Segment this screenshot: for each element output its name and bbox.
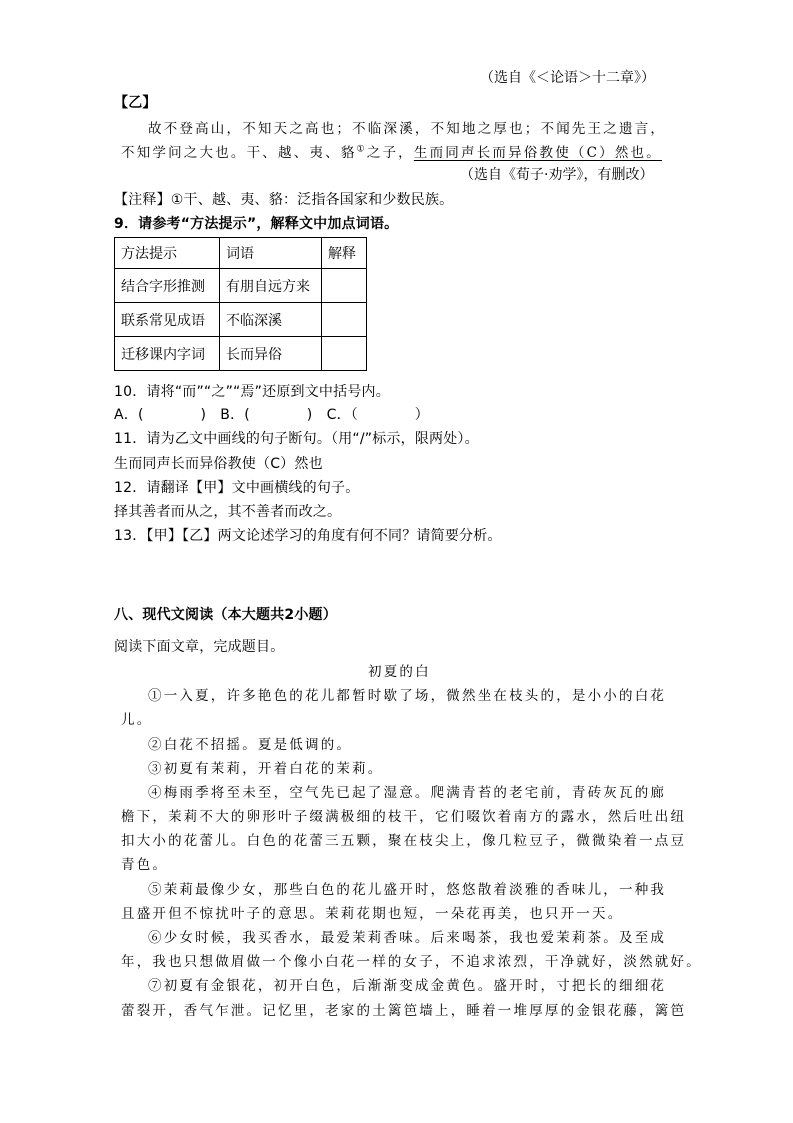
yi-line-2-mid: 之子， <box>366 145 414 161</box>
question-9 <box>114 213 398 233</box>
footnote-marker: ① <box>356 144 367 155</box>
question-10 <box>114 381 390 401</box>
question-10-text: 10．请将“而”“之”“焉”还原到文中括号内。 <box>114 384 390 400</box>
question-11-sentence: 生而同声长而异俗教使（C）然也 <box>114 456 323 472</box>
yi-underlined-sentence: 生而同声长而异俗教使（C）然也。 <box>413 145 662 161</box>
method-table <box>114 237 367 371</box>
yi-heading: 【乙】 <box>114 95 157 111</box>
source-xunzi: （选自《荀子·劝学》，有删改） <box>460 167 654 183</box>
table-cell-word: 不临深溪 <box>220 303 322 337</box>
essay-line: 儿。 <box>121 712 153 728</box>
essay-line: ③初夏有茉莉，开着白花的茉莉。 <box>148 761 384 777</box>
section-8-intro: 阅读下面文章，完成题目。 <box>114 639 285 655</box>
source-lunyu: （选自《＜论语＞十二章》） <box>480 70 655 86</box>
question-13: 13．【甲】【乙】两文论述学习的角度有何不同？请简要分析。 <box>114 528 502 544</box>
essay-line: 青色。 <box>121 857 169 873</box>
table-row <box>115 269 367 303</box>
yi-line-2 <box>121 141 662 161</box>
table-row <box>115 303 367 337</box>
table-cell-explanation[interactable] <box>322 337 367 371</box>
essay-line: ①一入夏，许多艳色的花儿都暂时歇了场，微然坐在枝头的，是小小的白花 <box>148 688 667 704</box>
yi-line-2-pre: 不知学问之大也。干、越、夷、貉 <box>121 145 357 161</box>
essay-line: ②白花不招摇。夏是低调的。 <box>148 737 353 753</box>
table-cell-explanation[interactable] <box>322 269 367 303</box>
table-header-method: 方法提示 <box>115 238 220 269</box>
section-8-heading: 八、现代文阅读（本大题共2小题） <box>114 607 337 623</box>
table-header-explanation: 解释 <box>322 238 367 269</box>
table-cell-method: 结合字形推测 <box>115 269 220 303</box>
question-9-text: 9．请参考“方法提示”，解释文中加点词语。 <box>114 216 399 232</box>
yi-line-1: 故不登高山，不知天之高也；不临深溪，不知地之厚也；不闻先王之遗言， <box>148 121 667 137</box>
essay-line: ④梅雨季将至未至，空气先已起了湿意。爬满青苔的老宅前，青砖灰瓦的廊 <box>148 785 667 801</box>
table-header-word: 词语 <box>220 238 322 269</box>
table-row <box>115 337 367 371</box>
table-cell-method: 联系常见成语 <box>115 303 220 337</box>
essay-line: 檐下，茉莉不大的卵形叶子缀满极细的枝干，它们啜饮着南方的露水，然后吐出纽 <box>121 809 687 825</box>
question-10-options: A．( ) B．( ) C．（ ） <box>114 407 430 423</box>
table-cell-word: 有朋自远方来 <box>220 269 322 303</box>
essay-line: ⑤茉莉最像少女，那些白色的花儿盛开时，悠悠散着淡雅的香味儿，一种我 <box>148 882 667 898</box>
annotation: 【注释】①干、越、夷、貉：泛指各国家和少数民族。 <box>114 192 454 208</box>
table-cell-explanation[interactable] <box>322 303 367 337</box>
essay-line: ⑥少女时候，我买香水，最爱茉莉香味。后来喝茶，我也爱茉莉茶。及至成 <box>148 930 667 946</box>
essay-line: 年，我也只想做眉做一个像小白花一样的女子，不追求浓烈，干净就好，淡然就好。 <box>121 954 702 970</box>
table-cell-word: 长而异俗 <box>220 337 322 371</box>
table-header-row <box>115 238 367 269</box>
essay-line: 扣大小的花蕾儿。白色的花蕾三五颗，聚在枝尖上，像几粒豆子，微微染着一点豆 <box>121 833 687 849</box>
question-11: 11．请为乙文中画线的句子断句。（用“/”标示，限两处）。 <box>114 431 479 447</box>
table-cell-method: 迁移课内字词 <box>115 337 220 371</box>
question-12-sentence: 择其善者而从之，其不善者而改之。 <box>114 504 342 520</box>
essay-line: 蕾裂开，香气乍泄。记忆里，老家的土篱笆墙上，睡着一堆厚厚的金银花藤，篱笆 <box>121 1003 687 1019</box>
question-12: 12．请翻译【甲】文中画横线的句子。 <box>114 480 360 496</box>
essay-line: ⑦初夏有金银花，初开白色，后渐渐变成金黄色。盛开时，寸把长的细细花 <box>148 978 667 994</box>
essay-line: 且盛开但不惊扰叶子的意思。茉莉花期也短，一朵花再美，也只开一天。 <box>121 906 624 922</box>
essay-title: 初夏的白 <box>368 664 431 680</box>
